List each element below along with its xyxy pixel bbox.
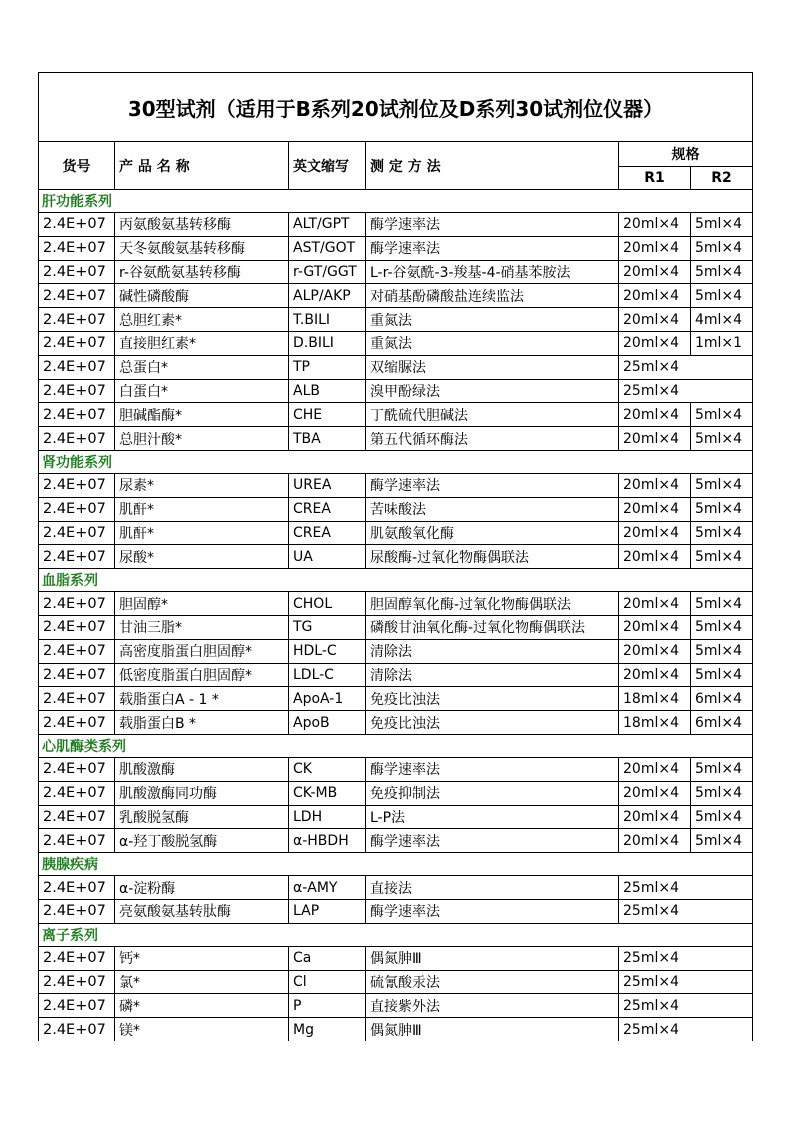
cell-method: 酶学速率法 [366,757,619,781]
title-row [39,73,753,142]
header-r1: R1 [619,167,691,190]
cell-code: 2.4E+07 [39,355,115,379]
cell-method: 重氮法 [366,331,619,355]
cell-r2: 5ml×4 [691,403,753,427]
table-row [39,876,753,900]
cell-code: 2.4E+07 [39,213,115,237]
cell-abbr: α-AMY [289,876,366,900]
table-row [39,1018,753,1041]
cell-r2: 5ml×4 [691,829,753,853]
cell-r2: 1ml×1 [691,331,753,355]
header-spec: 规格 [619,142,753,167]
cell-r2: 5ml×4 [691,213,753,237]
cell-r1: 20ml×4 [619,473,691,497]
cell-r1: 20ml×4 [619,403,691,427]
cell-abbr: Ca [289,946,366,970]
header-name: 产 品 名 称 [115,142,289,190]
cell-code: 2.4E+07 [39,687,115,711]
cell-product-name: 肌酸激酶 [115,757,289,781]
cell-method: 酶学速率法 [366,899,619,923]
cell-r1: 20ml×4 [619,521,691,545]
cell-product-name: 载脂蛋白B * [115,711,289,735]
cell-product-name: α-羟丁酸脱氢酶 [115,829,289,853]
cell-abbr: ALB [289,379,366,403]
cell-product-name: 氯* [115,970,289,994]
cell-method: 清除法 [366,663,619,687]
cell-r1: 20ml×4 [619,545,691,569]
header-row-top [39,142,753,167]
section-title: 肾功能系列 [39,450,753,473]
cell-r2: 5ml×4 [691,805,753,829]
cell-method: 磷酸甘油氧化酶-过氧化物酶偶联法 [366,615,619,639]
cell-product-name: 乳酸脱氢酶 [115,805,289,829]
cell-product-name: 肌酐* [115,521,289,545]
table-row [39,757,753,781]
section-title: 心肌酶类系列 [39,734,753,757]
section-title: 肝功能系列 [39,190,753,213]
cell-code: 2.4E+07 [39,403,115,427]
cell-abbr: TP [289,355,366,379]
cell-method: 肌氨酸氧化酶 [366,521,619,545]
cell-product-name: 载脂蛋白A - 1 * [115,687,289,711]
table-row [39,946,753,970]
cell-code: 2.4E+07 [39,427,115,451]
cell-abbr: Mg [289,1018,366,1041]
cell-r1: 20ml×4 [619,497,691,521]
cell-abbr: HDL-C [289,639,366,663]
table-row [39,403,753,427]
table-row [39,497,753,521]
table-row [39,829,753,853]
cell-r1: 20ml×4 [619,781,691,805]
section-header-row [39,450,753,473]
cell-abbr: ALT/GPT [289,213,366,237]
table-row [39,473,753,497]
cell-r1: 25ml×4 [619,994,753,1018]
table-row [39,521,753,545]
cell-r2: 6ml×4 [691,687,753,711]
cell-r2: 4ml×4 [691,308,753,332]
cell-code: 2.4E+07 [39,663,115,687]
section-title: 胰腺疾病 [39,853,753,876]
table-row [39,687,753,711]
table-row [39,355,753,379]
cell-method: 苦味酸法 [366,497,619,521]
cell-abbr: ApoB [289,711,366,735]
cell-method: 对硝基酚磷酸盐连续监法 [366,284,619,308]
cell-product-name: 总蛋白* [115,355,289,379]
section-title: 血脂系列 [39,569,753,592]
cell-abbr: UA [289,545,366,569]
cell-method: 胆固醇氧化酶-过氧化物酶偶联法 [366,592,619,616]
cell-r1: 20ml×4 [619,805,691,829]
cell-r2: 5ml×4 [691,497,753,521]
section-header-row [39,569,753,592]
cell-code: 2.4E+07 [39,331,115,355]
cell-method: 第五代循环酶法 [366,427,619,451]
cell-product-name: 钙* [115,946,289,970]
cell-code: 2.4E+07 [39,379,115,403]
table-row [39,994,753,1018]
cell-code: 2.4E+07 [39,899,115,923]
cell-abbr: LAP [289,899,366,923]
cell-r2: 5ml×4 [691,260,753,284]
cell-product-name: 镁* [115,1018,289,1041]
cell-method: 酶学速率法 [366,829,619,853]
cell-r1: 25ml×4 [619,1018,753,1041]
header-abbr: 英文缩写 [289,142,366,190]
cell-r1: 25ml×4 [619,946,753,970]
cell-method: 酶学速率法 [366,236,619,260]
cell-product-name: 直接胆红素* [115,331,289,355]
cell-code: 2.4E+07 [39,805,115,829]
cell-r1: 20ml×4 [619,308,691,332]
cell-r2: 5ml×4 [691,473,753,497]
cell-r1: 20ml×4 [619,592,691,616]
cell-r1: 25ml×4 [619,379,753,403]
table-row [39,970,753,994]
cell-code: 2.4E+07 [39,1018,115,1041]
cell-product-name: 甘油三脂* [115,615,289,639]
cell-r1: 20ml×4 [619,757,691,781]
section-header-row [39,923,753,946]
cell-abbr: ApoA-1 [289,687,366,711]
cell-r2: 5ml×4 [691,521,753,545]
cell-method: 酶学速率法 [366,213,619,237]
cell-r1: 20ml×4 [619,236,691,260]
cell-method: 丁酰硫代胆碱法 [366,403,619,427]
cell-method: 硫氰酸汞法 [366,970,619,994]
cell-product-name: 亮氨酸氨基转肽酶 [115,899,289,923]
cell-code: 2.4E+07 [39,545,115,569]
cell-r1: 25ml×4 [619,970,753,994]
table-row [39,711,753,735]
cell-r2: 5ml×4 [691,663,753,687]
table-row [39,545,753,569]
cell-r1: 20ml×4 [619,213,691,237]
cell-r2: 5ml×4 [691,545,753,569]
table-row [39,331,753,355]
cell-r2: 5ml×4 [691,236,753,260]
cell-abbr: α-HBDH [289,829,366,853]
cell-product-name: α-淀粉酶 [115,876,289,900]
section-header-row [39,853,753,876]
table-row [39,592,753,616]
section-title: 离子系列 [39,923,753,946]
cell-abbr: LDH [289,805,366,829]
cell-product-name: 尿素* [115,473,289,497]
cell-abbr: UREA [289,473,366,497]
cell-code: 2.4E+07 [39,497,115,521]
cell-product-name: 总胆汁酸* [115,427,289,451]
cell-method: 免疫比浊法 [366,687,619,711]
cell-r1: 20ml×4 [619,663,691,687]
cell-r2: 5ml×4 [691,639,753,663]
table-row [39,379,753,403]
sheet-title: 30型试剂（适用于B系列20试剂位及D系列30试剂位仪器） [39,73,753,142]
cell-method: 直接法 [366,876,619,900]
cell-r1: 18ml×4 [619,711,691,735]
cell-product-name: 胆固醇* [115,592,289,616]
cell-product-name: 丙氨酸氨基转移酶 [115,213,289,237]
table-row [39,639,753,663]
table-row [39,615,753,639]
cell-r2: 5ml×4 [691,592,753,616]
section-header-row [39,190,753,213]
cell-product-name: 肌酸激酶同功酶 [115,781,289,805]
table-row [39,427,753,451]
table-row [39,805,753,829]
cell-r1: 20ml×4 [619,260,691,284]
cell-abbr: TBA [289,427,366,451]
cell-code: 2.4E+07 [39,521,115,545]
cell-method: 酶学速率法 [366,473,619,497]
cell-code: 2.4E+07 [39,970,115,994]
table-row [39,899,753,923]
cell-r1: 18ml×4 [619,687,691,711]
table-row [39,308,753,332]
cell-code: 2.4E+07 [39,946,115,970]
cell-abbr: r-GT/GGT [289,260,366,284]
cell-r1: 20ml×4 [619,427,691,451]
cell-code: 2.4E+07 [39,711,115,735]
cell-r1: 20ml×4 [619,639,691,663]
table-row [39,284,753,308]
cell-code: 2.4E+07 [39,781,115,805]
cell-r2: 6ml×4 [691,711,753,735]
cell-method: L-r-谷氨酰-3-羧基-4-硝基苯胺法 [366,260,619,284]
cell-abbr: CHOL [289,592,366,616]
cell-abbr: ALP/AKP [289,284,366,308]
cell-r1: 20ml×4 [619,615,691,639]
cell-code: 2.4E+07 [39,592,115,616]
cell-abbr: Cl [289,970,366,994]
cell-abbr: CREA [289,521,366,545]
cell-code: 2.4E+07 [39,994,115,1018]
cell-product-name: 高密度脂蛋白胆固醇* [115,639,289,663]
cell-code: 2.4E+07 [39,876,115,900]
cell-method: 偶氮胂Ⅲ [366,1018,619,1041]
cell-abbr: T.BILI [289,308,366,332]
header-method: 测 定 方 法 [366,142,619,190]
cell-product-name: 胆碱酯酶* [115,403,289,427]
cell-product-name: 白蛋白* [115,379,289,403]
cell-method: 偶氮胂Ⅲ [366,946,619,970]
header-code: 货号 [39,142,115,190]
cell-r2: 5ml×4 [691,427,753,451]
cell-product-name: 磷* [115,994,289,1018]
cell-r2: 5ml×4 [691,615,753,639]
table-row [39,663,753,687]
cell-r1: 20ml×4 [619,284,691,308]
cell-method: 直接紫外法 [366,994,619,1018]
cell-r1: 25ml×4 [619,355,753,379]
cell-method: L-P法 [366,805,619,829]
cell-product-name: 低密度脂蛋白胆固醇* [115,663,289,687]
cell-abbr: D.BILI [289,331,366,355]
cell-abbr: LDL-C [289,663,366,687]
cell-code: 2.4E+07 [39,615,115,639]
cell-method: 免疫抑制法 [366,781,619,805]
table-row [39,260,753,284]
cell-abbr: CK [289,757,366,781]
cell-abbr: AST/GOT [289,236,366,260]
cell-r1: 20ml×4 [619,331,691,355]
cell-r2: 5ml×4 [691,781,753,805]
cell-method: 双缩脲法 [366,355,619,379]
cell-code: 2.4E+07 [39,829,115,853]
cell-method: 尿酸酶-过氧化物酶偶联法 [366,545,619,569]
cell-abbr: CREA [289,497,366,521]
cell-product-name: 天冬氨酸氨基转移酶 [115,236,289,260]
cell-method: 重氮法 [366,308,619,332]
cell-r1: 25ml×4 [619,876,753,900]
cell-r2: 5ml×4 [691,284,753,308]
cell-method: 溴甲酚绿法 [366,379,619,403]
cell-method: 免疫比浊法 [366,711,619,735]
cell-code: 2.4E+07 [39,473,115,497]
cell-product-name: r-谷氨酰氨基转移酶 [115,260,289,284]
cell-abbr: P [289,994,366,1018]
cell-r2: 5ml×4 [691,757,753,781]
reagent-price-sheet [38,72,752,1041]
section-header-row [39,734,753,757]
cell-abbr: CK-MB [289,781,366,805]
table-row [39,236,753,260]
reagent-table [38,72,753,1041]
cell-code: 2.4E+07 [39,757,115,781]
cell-code: 2.4E+07 [39,284,115,308]
cell-abbr: TG [289,615,366,639]
cell-code: 2.4E+07 [39,236,115,260]
cell-r1: 20ml×4 [619,829,691,853]
cell-product-name: 总胆红素* [115,308,289,332]
cell-abbr: CHE [289,403,366,427]
cell-r1: 25ml×4 [619,899,753,923]
cell-product-name: 碱性磷酸酶 [115,284,289,308]
cell-product-name: 肌酐* [115,497,289,521]
table-row [39,213,753,237]
cell-code: 2.4E+07 [39,308,115,332]
cell-code: 2.4E+07 [39,639,115,663]
cell-product-name: 尿酸* [115,545,289,569]
cell-method: 清除法 [366,639,619,663]
header-r2: R2 [691,167,753,190]
table-row [39,781,753,805]
cell-code: 2.4E+07 [39,260,115,284]
